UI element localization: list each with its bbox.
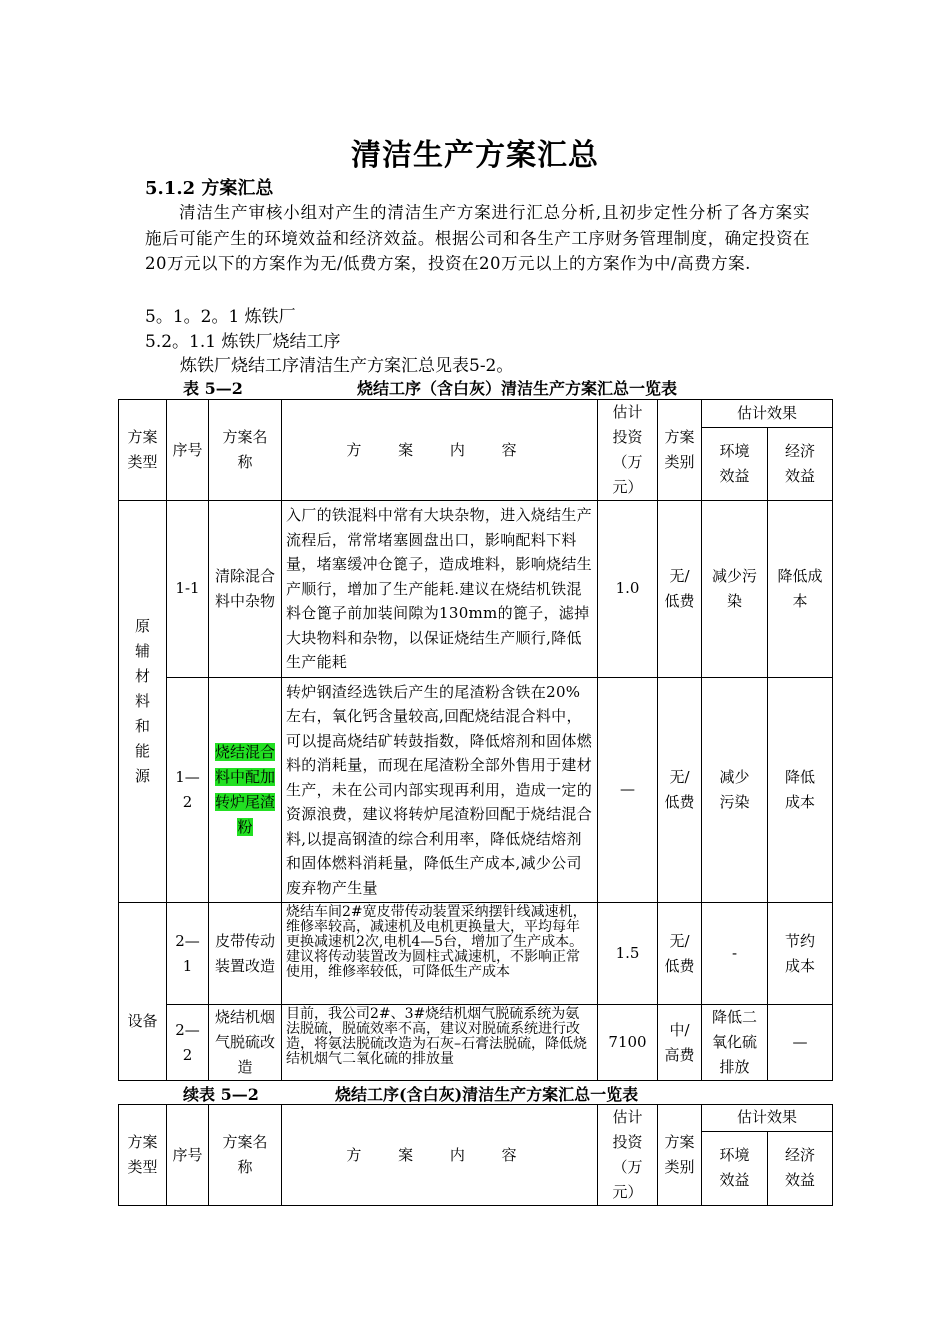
table1-caption-no: 表 5—2 xyxy=(183,379,243,398)
row-content: 烧结车间2#宽皮带传动装置采纳摆针线减速机，维修率较高，减速机及电机更换量大，平均每年更换减速机2次,电机4—5台，增加了生产成本。建议将传动装置改为圆柱式减速机，不影响正常使用，维修率较低，可降低生产成本 xyxy=(282,903,598,1005)
scheme-table xyxy=(118,399,833,1081)
row-category: 中/高费 xyxy=(658,1005,702,1081)
header-no: 序号 xyxy=(167,1105,209,1206)
row-env: - xyxy=(702,903,768,1005)
table-row xyxy=(119,501,833,678)
header-no: 序号 xyxy=(167,400,209,501)
row-content: 转炉钢渣经选铁后产生的尾渣粉含铁在20%左右，氧化钙含量较高,回配烧结混合料中，可以提高烧结矿转鼓指数，降低熔剂和固体燃料的消耗量，而现在尾渣粉全部外售用于建材生产，未在公司内部实现再利用，造成一定的资源浪费，建议将转炉尾渣粉回配于烧结混合料,以提高钢渣的综合利用率，降低烧结熔剂和固体燃料消耗量，降低生产成本,减少公司废弃物产生量 xyxy=(282,677,598,903)
row-invest: 1.5 xyxy=(598,903,658,1005)
table2-caption-title: 烧结工序(含白灰)清洁生产方案汇总一览表 xyxy=(335,1085,639,1104)
page-title: 清洁生产方案汇总 xyxy=(351,138,599,173)
section-heading-5-1-2-1: 5。1。2。1 炼铁厂 xyxy=(145,307,296,327)
header-effect: 估计效果 xyxy=(702,400,833,428)
row-econ: — xyxy=(768,1005,833,1081)
group-type-equipment: 设备 xyxy=(119,903,167,1081)
row-category: 无/低费 xyxy=(658,677,702,903)
header-type: 方案类型 xyxy=(119,1105,167,1206)
row-category: 无/低费 xyxy=(658,903,702,1005)
row-name-cell xyxy=(209,677,282,903)
row-env: 降低二氧化硫排放 xyxy=(702,1005,768,1081)
row-env: 减少污染 xyxy=(702,677,768,903)
row-no: 2—2 xyxy=(167,1005,209,1081)
scheme-table-continued xyxy=(118,1104,833,1206)
intro-paragraph: 清洁生产审核小组对产生的清洁生产方案进行汇总分析,且初步定性分析了各方案实施后可能产生的环境效益和经济效益。根据公司和各生产工序财务管理制度，确定投资在20万元以下的方案作为无/低费方案，投资在20万元以上的方案作为中/高费方案. xyxy=(145,203,810,273)
header-category: 方案类别 xyxy=(658,1105,702,1206)
group-type-materials: 原辅材料和能源 xyxy=(119,501,167,903)
header-content: 方 案 内 容 xyxy=(282,400,598,501)
header-type: 方案类型 xyxy=(119,400,167,501)
row-name-highlighted: 烧结混合料中配加转炉尾渣粉 xyxy=(214,742,275,836)
header-content: 方 案 内 容 xyxy=(282,1105,598,1206)
row-no: 2—1 xyxy=(167,903,209,1005)
row-econ: 降低成本 xyxy=(768,677,833,903)
header-invest: 估计投资（万元） xyxy=(598,1105,658,1206)
table1-caption-title: 烧结工序（含白灰）清洁生产方案汇总一览表 xyxy=(357,379,678,398)
row-content: 入厂的铁混料中常有大块杂物，进入烧结生产流程后，常常堵塞圆盘出口，影响配料下料量，堵塞缓冲仓篦子，造成堆料，影响烧结生产顺行，增加了生产能耗.建议在烧结机铁混料仓篦子前加装间隙为130mm的篦子，滤掉大块物料和杂物，以保证烧结生产顺行,降低生产能耗 xyxy=(282,501,598,678)
summary-line: 炼铁厂烧结工序清洁生产方案汇总见表5-2。 xyxy=(180,356,514,376)
table-row xyxy=(119,903,833,1005)
header-invest: 估计投资（万元） xyxy=(598,400,658,501)
header-category: 方案类别 xyxy=(658,400,702,501)
header-econ: 经济效益 xyxy=(768,1131,833,1205)
header-env: 环境效益 xyxy=(702,1131,768,1205)
section-heading-5-1-2: 5.1.2 方案汇总 xyxy=(145,178,274,199)
header-name: 方案名称 xyxy=(209,400,282,501)
row-invest: 1.0 xyxy=(598,501,658,678)
row-name: 皮带传动装置改造 xyxy=(209,903,282,1005)
header-econ: 经济效益 xyxy=(768,428,833,501)
table-row xyxy=(119,677,833,903)
table2-caption-no: 续表 5—2 xyxy=(183,1085,259,1104)
row-econ: 节约成本 xyxy=(768,903,833,1005)
row-content: 目前，我公司2#、3#烧结机烟气脱硫系统为氨法脱硫，脱硫效率不高，建议对脱硫系统进行改造，将氨法脱硫改造为石灰–石膏法脱硫，降低烧结机烟气二氧化硫的排放量 xyxy=(282,1005,598,1081)
row-no: 1—2 xyxy=(167,677,209,903)
row-invest: — xyxy=(598,677,658,903)
row-no: 1-1 xyxy=(167,501,209,678)
header-env: 环境效益 xyxy=(702,428,768,501)
row-name: 清除混合料中杂物 xyxy=(209,501,282,678)
row-env: 减少污染 xyxy=(702,501,768,678)
row-category: 无/低费 xyxy=(658,501,702,678)
section-heading-5-2-1-1: 5.2。1.1 炼铁厂烧结工序 xyxy=(145,332,341,352)
row-name: 烧结机烟气脱硫改造 xyxy=(209,1005,282,1081)
row-invest: 7100 xyxy=(598,1005,658,1081)
table-row xyxy=(119,1005,833,1081)
header-name: 方案名称 xyxy=(209,1105,282,1206)
row-econ: 降低成本 xyxy=(768,501,833,678)
header-effect: 估计效果 xyxy=(702,1105,833,1132)
